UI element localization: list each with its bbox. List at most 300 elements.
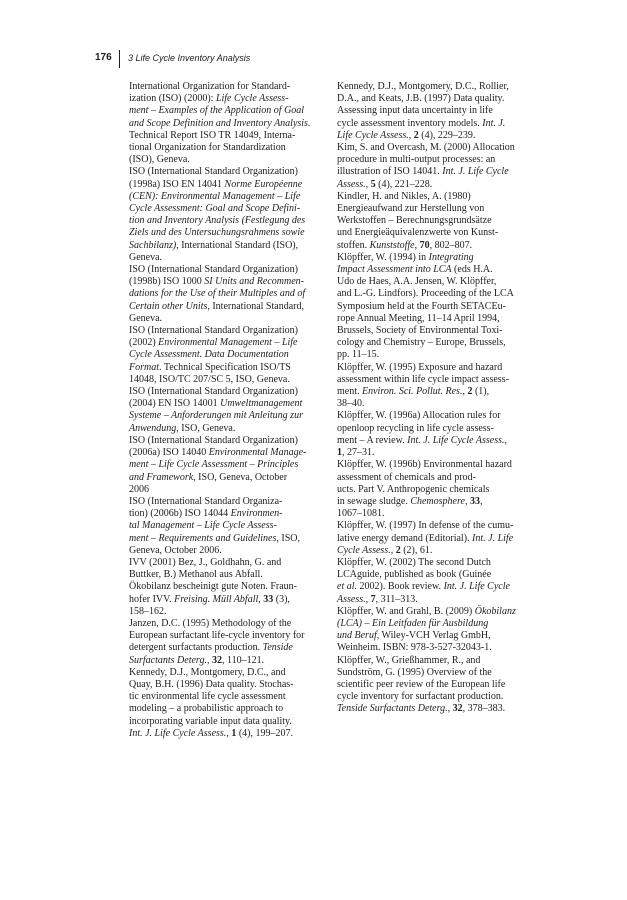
- text: (2004) EN ISO 14001: [129, 398, 221, 410]
- reference-line: [337, 264, 540, 276]
- reference-line: [129, 654, 328, 667]
- reference-line: [337, 520, 540, 532]
- reference-line: [129, 312, 328, 325]
- italic-text: (CEN): Environmental Management – Life: [129, 190, 301, 202]
- reference-entry: [337, 252, 540, 362]
- reference-line: [129, 508, 328, 520]
- text: Energieaufwand zur Herstellung von: [337, 203, 485, 215]
- bold-text: 32: [452, 703, 463, 715]
- reference-line: [337, 495, 540, 508]
- text: Werkstoffen – Berechnungsgrundsätze: [337, 215, 492, 227]
- text: (3),: [273, 593, 290, 605]
- bold-text: 33: [263, 593, 274, 605]
- reference-line: [129, 373, 328, 386]
- italic-text: Environmen-: [230, 508, 283, 520]
- italic-text: Assess.: [337, 178, 366, 190]
- text: 2002). Book review.: [357, 581, 444, 593]
- reference-line: [129, 642, 328, 654]
- reference-line: [337, 325, 540, 337]
- text: , 802–807.: [429, 239, 473, 251]
- reference-line: [129, 593, 328, 606]
- reference-line: [129, 142, 328, 154]
- reference-line: [337, 300, 540, 313]
- reference-line: [129, 361, 328, 374]
- reference-line: [129, 569, 328, 581]
- reference-line: [129, 190, 328, 203]
- reference-line: [337, 422, 540, 435]
- italic-text: Systeme – Anforderungen mit Anleitung zur: [129, 410, 303, 422]
- text: Geneva.: [129, 251, 163, 263]
- italic-text: Environmental Manage-: [208, 447, 307, 459]
- italic-text: (LCA) – Ein Leitfaden für Ausbildung: [337, 617, 489, 629]
- text: . Technical Specification ISO/TS: [159, 361, 291, 373]
- text: , Wiley-VCH Verlag GmbH,: [376, 630, 491, 642]
- reference-line: [337, 81, 540, 93]
- reference-line: [337, 142, 540, 154]
- reference-line: [129, 386, 328, 398]
- chapter-title: 3 Life Cycle Inventory Analysis: [128, 53, 251, 63]
- italic-text: tal Management – Life Cycle Assess-: [129, 520, 277, 532]
- reference-entry: [337, 606, 540, 655]
- reference-line: [337, 386, 540, 398]
- reference-line: [337, 569, 540, 581]
- reference-line: [129, 81, 328, 93]
- text: ,: [464, 495, 470, 507]
- italic-text: and Framework: [129, 471, 194, 483]
- text: ISO (International Standard Organiza-: [129, 495, 283, 507]
- reference-line: [337, 617, 540, 630]
- reference-entry: [129, 496, 328, 557]
- text: LCAguide, published as book (Guinée: [337, 569, 492, 581]
- italic-text: Ziels und des Untersuchungsrahmens sowie: [129, 227, 305, 239]
- text: scientific peer review of the European life: [337, 678, 506, 690]
- text: , 378–383.: [462, 703, 506, 715]
- reference-line: [337, 459, 540, 471]
- reference-entry: [337, 191, 540, 252]
- italic-text: ment – Examples of the Application of Goal: [129, 105, 305, 117]
- reference-line: [129, 434, 328, 447]
- italic-text: Freising. Müll Abfall: [174, 593, 259, 605]
- text: (1998b) ISO 1000: [129, 276, 205, 288]
- reference-line: [129, 447, 328, 459]
- reference-line: [337, 203, 540, 215]
- reference-line: [129, 605, 328, 618]
- reference-line: [337, 630, 540, 642]
- reference-entry: [337, 81, 540, 142]
- text: ,: [479, 495, 483, 507]
- text: European surfactant life-cycle inventory for: [129, 630, 305, 642]
- italic-text: Int. J. Life Cycle Assess.: [407, 434, 505, 446]
- text: und Energieäquivalenzwerte von Kunst-: [337, 227, 499, 239]
- text: incorporating variable input data quality.: [129, 715, 292, 727]
- text: detergent surfactants production.: [129, 642, 263, 654]
- bold-text: 32: [211, 654, 222, 666]
- bold-text: 2: [395, 544, 401, 556]
- text: 38–40.: [337, 398, 365, 410]
- reference-line: [129, 227, 328, 239]
- bold-text: 5: [370, 178, 376, 190]
- text: (1998a) ISO EN 14041: [129, 178, 225, 190]
- reference-entry: [129, 618, 328, 667]
- text: tional Organization for Standardization: [129, 142, 286, 154]
- reference-line: [129, 276, 328, 288]
- text: Weinheim. ISBN: 978-3-527-32043-1.: [337, 642, 492, 654]
- italic-text: Environmental Management – Life: [158, 337, 298, 349]
- reference-line: [337, 361, 540, 374]
- italic-text: Anwendung: [129, 422, 177, 434]
- text: procedure in multi-output processes: an: [337, 154, 496, 166]
- text: (ISO), Geneva.: [129, 154, 190, 166]
- reference-line: [337, 544, 540, 557]
- text: assessment within life cycle impact assess-: [337, 373, 509, 385]
- italic-text: Norme Européenne: [224, 178, 303, 190]
- bold-text: 2: [413, 129, 419, 141]
- text: ,: [365, 593, 371, 605]
- header-divider: [119, 50, 120, 68]
- italic-text: Int. J. Life Cycle: [442, 166, 509, 178]
- text: cology and Chemistry – Europe, Brussels,: [337, 337, 506, 349]
- reference-line: [337, 398, 540, 410]
- text: (2002): [129, 337, 159, 349]
- text: 14048, ISO/TC 207/SC 5, ISO, Geneva.: [129, 373, 290, 385]
- reference-line: [337, 93, 540, 105]
- reference-entry: [337, 410, 540, 459]
- text: , 27–31.: [342, 447, 375, 459]
- reference-line: [337, 373, 540, 386]
- reference-line: [129, 398, 328, 410]
- reference-line: [129, 251, 328, 264]
- reference-line: [129, 215, 328, 227]
- reference-entry: [129, 325, 328, 386]
- text: Assessing input data uncertainty in life: [337, 105, 493, 117]
- text: ISO (International Standard Organization): [129, 386, 298, 398]
- text: Kindler, H. and Nikles, A. (1980): [337, 190, 471, 202]
- italic-text: ment – Requirements and Guidelines: [129, 532, 277, 544]
- reference-line: [337, 532, 540, 545]
- italic-text: Life Cycle Assess.: [337, 129, 409, 141]
- text: 158–162.: [129, 605, 167, 617]
- references-right-column: [337, 81, 540, 716]
- text: (2), 61.: [400, 544, 433, 556]
- text: and L.-G. Lindfors). Proceeding of the LCA: [337, 288, 514, 300]
- text: ,: [447, 703, 453, 715]
- reference-line: [129, 239, 328, 252]
- italic-text: Assess.: [337, 593, 366, 605]
- text: Klöpffer, W., Grießhammer, R., and: [337, 654, 481, 666]
- reference-line: [337, 154, 540, 166]
- reference-line: [337, 581, 540, 593]
- text: ,: [462, 386, 468, 398]
- reference-entry: [337, 459, 540, 520]
- reference-line: [129, 715, 328, 728]
- reference-line: [337, 642, 540, 654]
- reference-line: [337, 678, 540, 691]
- text: (2006a) ISO 14040: [129, 447, 209, 459]
- text: , International Standard,: [207, 300, 304, 312]
- text: Sundström, G. (1995) Overview of the: [337, 666, 492, 678]
- text: ment.: [337, 386, 362, 398]
- reference-entry: [337, 655, 540, 716]
- reference-line: [129, 325, 328, 337]
- text: Technical Report ISO TR 14049, Interna-: [129, 129, 296, 141]
- text: hofer IVV.: [129, 593, 175, 605]
- reference-line: [129, 520, 328, 532]
- reference-line: [337, 654, 540, 667]
- text: Kennedy, D.J., Montgomery, D.C., and: [129, 666, 286, 678]
- bold-text: 1: [231, 727, 237, 739]
- reference-line: [337, 410, 540, 422]
- text: Brussels, Society of Environmental Toxi-: [337, 325, 503, 337]
- text: Klöpffer, W. (1997) In defense of the cumu-: [337, 520, 514, 532]
- text: Udo de Haes, A.A. Jensen, W. Klöpffer,: [337, 276, 497, 288]
- text: ment – A review.: [337, 434, 408, 446]
- text: illustration of ISO 14041.: [337, 166, 443, 178]
- text: 2006: [129, 483, 149, 495]
- reference-line: [337, 337, 540, 349]
- reference-entry: [337, 557, 540, 606]
- text: Symposium held at the Fourth SETACEu-: [337, 300, 506, 312]
- text: Geneva, October 2006.: [129, 544, 222, 556]
- text: (4), 229–239.: [418, 129, 476, 141]
- reference-line: [129, 727, 328, 740]
- reference-line: [129, 422, 328, 435]
- text: 1067–1081.: [337, 508, 385, 520]
- reference-entry: [129, 81, 328, 166]
- bold-text: 2: [467, 386, 473, 398]
- reference-line: [129, 337, 328, 349]
- text: (eds H.A.: [451, 264, 493, 276]
- italic-text: and Scope Definition and Inventory Analysis.: [129, 117, 311, 129]
- italic-text: Environ. Sci. Pollut. Res.: [362, 386, 463, 398]
- reference-line: [337, 605, 540, 618]
- italic-text: Ökobilanz: [474, 605, 516, 617]
- text: ,: [390, 544, 396, 556]
- reference-line: [129, 349, 328, 361]
- italic-text: Int. J.: [482, 117, 506, 129]
- reference-entry: [129, 264, 328, 325]
- reference-entry: [337, 142, 540, 191]
- reference-line: [129, 617, 328, 630]
- text: ,: [226, 727, 232, 739]
- text: Buttker, B.) Methanol aus Abfall.: [129, 569, 263, 581]
- reference-line: [129, 544, 328, 557]
- reference-line: [129, 691, 328, 703]
- text: D.A., and Keats, J.B. (1997) Data quality.: [337, 93, 505, 105]
- text: Klöpffer, W. (1995) Exposure and hazard: [337, 361, 503, 373]
- text: (4), 221–228.: [375, 178, 433, 190]
- reference-line: [129, 154, 328, 166]
- text: Kim, S. and Overcash, M. (2000) Allocation: [337, 142, 515, 154]
- reference-line: [337, 666, 540, 679]
- reference-line: [129, 300, 328, 313]
- bold-text: 70: [419, 239, 430, 251]
- text: (1),: [472, 386, 490, 398]
- italic-text: Tenside: [262, 642, 293, 654]
- italic-text: Int. J. Life: [472, 532, 514, 544]
- italic-text: et al.: [337, 581, 357, 593]
- text: Klöpffer, W. (1996b) Environmental hazard: [337, 459, 512, 471]
- reference-line: [337, 215, 540, 227]
- reference-line: [337, 166, 540, 178]
- text: ization (ISO) (2000):: [129, 93, 216, 105]
- text: pp. 11–15.: [337, 349, 380, 361]
- page-number: 176: [95, 52, 112, 63]
- italic-text: tion and Inventory Analysis (Festlegung des: [129, 215, 306, 227]
- italic-text: Chemosphere: [410, 495, 465, 507]
- reference-line: [129, 703, 328, 715]
- reference-line: [337, 508, 540, 520]
- text: cycle inventory for surfactant production.: [337, 691, 504, 703]
- reference-line: [337, 312, 540, 325]
- reference-line: [129, 129, 328, 142]
- text: ,: [408, 129, 414, 141]
- text: , 110–121.: [221, 654, 265, 666]
- reference-entry: [129, 386, 328, 435]
- reference-line: [337, 471, 540, 484]
- text: assessment of chemicals and prod-: [337, 471, 476, 483]
- reference-line: [337, 288, 540, 300]
- italic-text: Umweltmanagement: [220, 398, 303, 410]
- text: , International Standard (ISO),: [176, 239, 299, 251]
- reference-line: [129, 105, 328, 117]
- bold-text: 33: [469, 495, 480, 507]
- reference-entry: [337, 520, 540, 557]
- reference-entry: [129, 435, 328, 496]
- reference-line: [337, 117, 540, 130]
- reference-line: [129, 264, 328, 276]
- italic-text: und Beruf: [337, 630, 377, 642]
- reference-entry: [129, 557, 328, 618]
- text: Klöpffer, W. (2002) The second Dutch: [337, 556, 491, 568]
- text: ,: [504, 434, 507, 446]
- text: , 311–313.: [375, 593, 418, 605]
- italic-text: Life Cycle Assess-: [215, 93, 289, 105]
- reference-entry: [129, 667, 328, 740]
- italic-text: Cycle Assessment. Data Documentation: [129, 349, 289, 361]
- text: openloop recycling in life cycle assess-: [337, 422, 494, 434]
- reference-entry: [129, 166, 328, 264]
- italic-text: Surfactants Deterg.: [129, 654, 207, 666]
- references-left-column: [129, 81, 328, 740]
- reference-line: [337, 190, 540, 203]
- reference-line: [337, 556, 540, 569]
- reference-line: [337, 703, 540, 715]
- reference-line: [129, 532, 328, 545]
- text: IVV (2001) Bez, J., Goldhahn, G. and: [129, 556, 282, 568]
- text: (4), 199–207.: [236, 727, 293, 739]
- reference-line: [129, 166, 328, 178]
- reference-line: [129, 581, 328, 593]
- reference-line: [337, 593, 540, 606]
- text: ,: [206, 654, 212, 666]
- reference-line: [337, 691, 540, 703]
- text: , ISO,: [276, 532, 301, 544]
- text: tic environmental life cycle assessment: [129, 691, 286, 703]
- text: Klöpffer, W. (1994) in: [337, 251, 429, 263]
- bold-text: 1: [337, 447, 342, 459]
- text: International Organization for Standard-: [129, 81, 291, 92]
- italic-text: Tenside Surfactants Deterg.: [337, 703, 448, 715]
- reference-line: [129, 178, 328, 191]
- italic-text: dations for the Use of their Multiples and of: [129, 288, 306, 300]
- text: cycle assessment inventory models.: [337, 117, 483, 129]
- text: ISO (International Standard Organization): [129, 434, 298, 446]
- text: in sewage sludge.: [337, 495, 411, 507]
- reference-line: [129, 678, 328, 691]
- text: Kennedy, D.J., Montgomery, D.C., Rollier,: [337, 81, 509, 92]
- text: ,: [414, 239, 420, 251]
- reference-line: [337, 447, 540, 459]
- reference-line: [129, 483, 328, 496]
- text: ucts. Part V. Anthropogenic chemicals: [337, 483, 490, 495]
- italic-text: Format: [129, 361, 159, 373]
- text: , ISO, Geneva.: [176, 422, 236, 434]
- text: Ökobilanz bescheinigt gute Noten. Fraun-: [129, 581, 298, 593]
- text: ISO (International Standard Organization): [129, 325, 298, 337]
- reference-line: [129, 117, 328, 130]
- text: ,: [258, 593, 264, 605]
- reference-line: [337, 105, 540, 117]
- text: stoffen.: [337, 239, 370, 251]
- reference-line: [337, 239, 540, 252]
- italic-text: ment – Life Cycle Assessment – Principles: [129, 459, 299, 471]
- reference-line: [337, 178, 540, 191]
- reference-line: [129, 288, 328, 300]
- reference-line: [129, 556, 328, 569]
- italic-text: Cycle Assess.: [337, 544, 391, 556]
- italic-text: Integrating: [428, 251, 474, 263]
- italic-text: Cycle Assessment: Goal and Scope Defini-: [129, 203, 301, 215]
- italic-text: SI Units and Recommen-: [204, 276, 304, 288]
- text: lative energy demand (Editorial).: [337, 532, 473, 544]
- reference-line: [337, 251, 540, 264]
- text: ISO (International Standard Organization): [129, 166, 298, 178]
- reference-line: [129, 459, 328, 471]
- reference-line: [129, 471, 328, 484]
- reference-line: [129, 410, 328, 422]
- bold-text: 7: [370, 593, 376, 605]
- reference-line: [129, 93, 328, 105]
- text: Geneva.: [129, 312, 163, 324]
- italic-text: Kunststoffe: [369, 239, 415, 251]
- reference-line: [337, 276, 540, 288]
- italic-text: Sachbilanz): [129, 239, 177, 251]
- reference-line: [337, 434, 540, 447]
- text: Klöpffer, W. (1996a) Allocation rules for: [337, 410, 501, 422]
- reference-entry: [337, 362, 540, 411]
- reference-line: [129, 203, 328, 215]
- text: , ISO, Geneva, October: [193, 471, 288, 483]
- italic-text: Impact Assessment into LCA: [337, 264, 452, 276]
- text: ISO (International Standard Organization): [129, 264, 298, 276]
- text: Klöpffer, W. and Grahl, B. (2009): [337, 605, 475, 617]
- reference-line: [337, 227, 540, 239]
- italic-text: Certain other Units: [129, 300, 208, 312]
- text: tion) (2006b) ISO 14044: [129, 508, 231, 520]
- italic-text: Int. J. Life Cycle: [443, 581, 510, 593]
- italic-text: Int. J. Life Cycle Assess.: [129, 727, 227, 739]
- reference-line: [337, 349, 540, 361]
- text: Janzen, D.C. (1995) Methodology of the: [129, 617, 292, 629]
- reference-line: [129, 630, 328, 642]
- reference-line: [337, 129, 540, 142]
- reference-line: [129, 666, 328, 679]
- text: rope Annual Meeting, 11–14 April 1994,: [337, 312, 500, 324]
- reference-line: [129, 495, 328, 508]
- text: Quay, B.H. (1996) Data quality. Stochas-: [129, 678, 294, 690]
- reference-line: [337, 483, 540, 496]
- text: ,: [365, 178, 371, 190]
